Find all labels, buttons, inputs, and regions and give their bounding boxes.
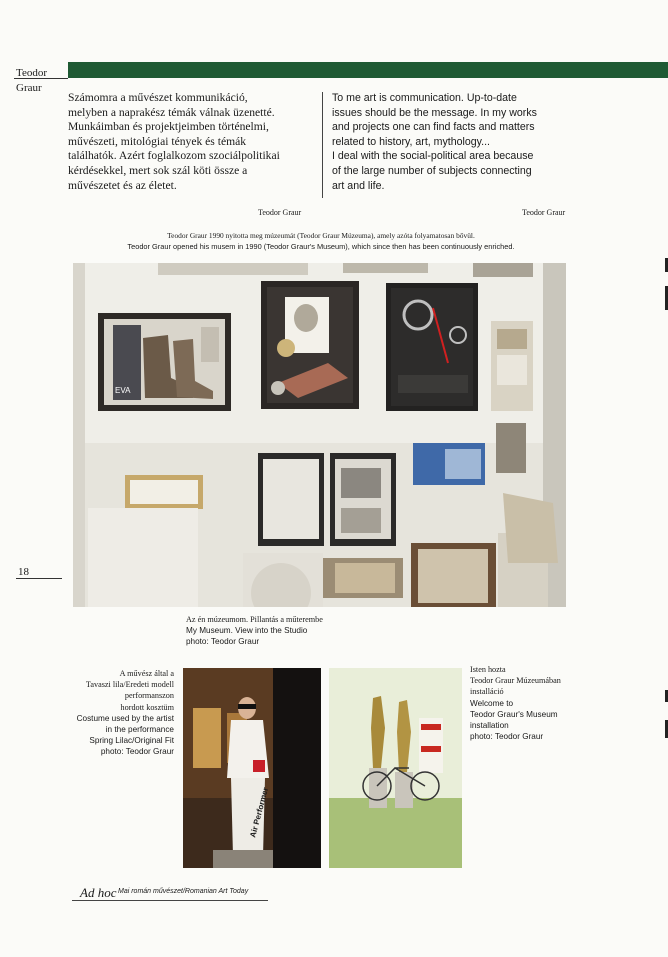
studio-photo-caption	[186, 614, 323, 647]
welcome-caption-line: installáció	[470, 687, 504, 697]
studio-caption-en: My Museum. View into the Studio	[186, 626, 308, 635]
page-number-rule	[16, 578, 62, 579]
footer-subtitle: Mai román művészet/Romanian Art Today	[118, 888, 249, 895]
shirt-text: Air Performer	[248, 786, 271, 839]
main-photo-caption	[76, 230, 566, 252]
costume-caption-line: Costume used by the artist	[76, 713, 174, 723]
hungarian-signature: Teodor Graur	[258, 208, 302, 217]
author-first-name: Teodor	[16, 67, 47, 79]
footer-logo: Ad hoc	[80, 885, 117, 900]
welcome-caption-line: Welcome to	[470, 698, 514, 708]
studio-caption-credit: photo: Teodor Graur	[186, 637, 260, 646]
en-line: To me art is communication. Up-to-date	[332, 92, 517, 104]
en-line: issues should be the message. In my works	[332, 106, 537, 119]
hu-line: találhatók. Azért foglalkozom szociálpolitikai	[68, 149, 280, 163]
welcome-caption-credit: photo: Teodor Graur	[470, 732, 544, 742]
main-caption-hu: Teodor Graur 1990 nyitotta meg múzeumát (Teodor Graur Múzeuma), amely azóta folyamatosan bővül.	[167, 231, 475, 240]
welcome-caption-line: Teodor Graur Múzeumában	[470, 676, 561, 686]
hu-line: művészeti, mitológiai tények és témák	[68, 134, 247, 148]
installation-photo-caption	[470, 664, 590, 742]
costume-caption-line: hordott kosztüm	[120, 702, 174, 712]
hu-line: művészetet és az életet.	[68, 178, 177, 192]
museum-wall-photo	[73, 263, 566, 607]
en-line: I deal with the social-political area because	[332, 150, 534, 163]
eva-label: EVA	[115, 386, 131, 395]
page-number: 18	[18, 566, 29, 578]
costume-photo	[183, 668, 321, 868]
author-name	[16, 66, 68, 96]
hu-line: kérdésekkel, mert sok szál köti össze a	[68, 163, 248, 177]
hu-line: Munkáimban és projektjeimben történelmi,	[68, 120, 269, 134]
header-bar	[68, 62, 668, 78]
author-last-name: Graur	[16, 82, 42, 94]
costume-caption-line: A művész által a	[119, 669, 174, 678]
welcome-caption-line: installation	[470, 721, 509, 731]
welcome-caption-line: Teodor Graur's Museum	[470, 709, 558, 719]
english-signature: Teodor Graur	[522, 208, 566, 217]
costume-caption-line: performanszon	[124, 691, 174, 701]
english-statement	[332, 91, 572, 193]
en-line: of the large number of subjects connecting	[332, 164, 532, 177]
main-caption-en: Teodor Graur opened his musem in 1990 (Teodor Graur's Museum), which since then has been continuously enriched.	[127, 242, 515, 251]
en-line: and projects one can find facts and matters	[332, 121, 535, 134]
costume-caption-line: in the performance	[105, 725, 174, 735]
costume-caption-credit: photo: Teodor Graur	[100, 747, 174, 757]
en-line: art and life.	[332, 179, 385, 192]
costume-photo-caption	[60, 668, 174, 758]
en-line: related to history, art, mythology...	[332, 135, 490, 148]
column-divider	[322, 92, 323, 198]
costume-caption-line: Spring Lilac/Original Fit	[89, 736, 174, 746]
costume-caption-line: Tavaszi lila/Eredeti modell	[85, 680, 174, 690]
hu-line: melyben a naprakész témák válnak üzenetté.	[68, 105, 275, 119]
welcome-caption-line: Isten hozta	[470, 665, 506, 674]
hungarian-statement	[68, 91, 318, 193]
installation-photo	[329, 668, 462, 868]
footer-rule	[72, 900, 268, 901]
hu-line: Számomra a művészet kommunikáció,	[68, 91, 248, 104]
studio-caption-hu: Az én múzeumom. Pillantás a műterembe	[186, 615, 323, 624]
